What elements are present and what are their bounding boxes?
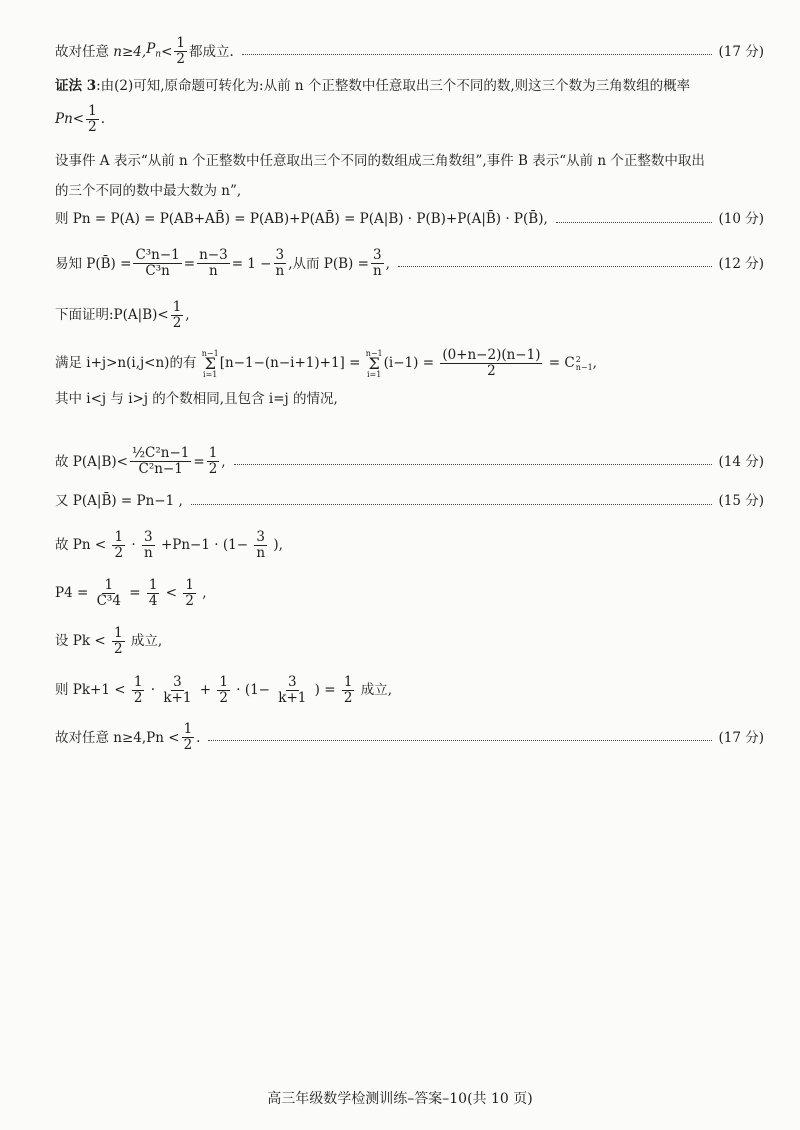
where-line: 其中 i<j 与 i>j 的个数相同,且包含 i=j 的情况, <box>55 391 338 407</box>
equation-15: 又 P(A|B̄) = Pn−1 , (15 分) <box>55 492 770 510</box>
fraction-half: $\frac{1}{2}$ <box>172 299 182 331</box>
pk-line: 设 Pk < $\frac{1}{2}$ 成立, <box>55 625 163 657</box>
page-footer: 高三年级数学检测训练–答案–10(共 10 页) <box>267 1091 533 1107</box>
dot-leader <box>208 740 712 741</box>
score-15: (15 分) <box>718 493 764 509</box>
equation-14: 故 P(A|B)< $\frac{\text{½C²n−1}}{\text{C²n−1}}$ = $\frac{1}{2}$ , (14 分) <box>55 446 770 477</box>
fraction-3-over-n: $\frac{3}{n}$ <box>143 529 153 561</box>
prove-line: 下面证明:P(A|B)< $\frac{1}{2}$ , <box>55 299 190 331</box>
equation-10 <box>55 210 770 228</box>
fraction-3-over-n: $\frac{3}{n}$ <box>275 247 285 279</box>
score-17: (17 分) <box>718 729 764 746</box>
dot-leader <box>242 54 713 55</box>
equation-12: 易知 P(B̄) = $\frac{\text{C³n−1}}{\text{C³n}}$ = $\frac{n-3}{n}$ = 1 − $\frac{3}{n}$ ,从而 P(B) = $\frac{3}{n}$ , (12 分) <box>55 248 770 279</box>
pk1-line: 则 Pk+1 < $\frac{1}{2}$ · $\frac{3}{k+1}$ + $\frac{1}{2}$ · (1− $\frac{3}{k+1}$ ) = $\frac{1}{2}$ 成立, <box>55 674 393 706</box>
dot-leader <box>398 266 713 267</box>
final-conclusion: 故对任意 n≥4,Pn < $\frac{1}{2}$ . (17 分) <box>55 722 770 753</box>
fraction-3-over-k1: $\frac{3}{k+1}$ <box>278 674 307 706</box>
fraction-quarter: $\frac{1}{4}$ <box>148 577 158 609</box>
fraction-3-over-n: $\frac{3}{n}$ <box>372 247 382 279</box>
satisfy-line: 满足 i+j>n(i,j<n)的有 n−1 Σ i=1 [n−1−(n−i+1)+1] = n−1 Σ i=1 (i−1) = $\frac{(0+n-2)(n-1)}{2}$ = C 2 n−1 , <box>55 347 597 379</box>
fraction-n-minus-3: $\frac{n-3}{n}$ <box>199 247 228 279</box>
fraction-half: $\frac{1}{2}$ <box>185 577 194 609</box>
fraction-one-over-c43: $\frac{1}{\text{C³4}}$ <box>96 577 121 609</box>
fraction-half: $\frac{1}{2}$ <box>208 445 218 477</box>
method-3-prob: Pn< $\frac{1}{2}$ . <box>55 103 105 135</box>
pn-inequality: 故 Pn < $\frac{1}{2}$ · $\frac{3}{n}$ +Pn−1 · (1− $\frac{3}{n}$ ), <box>55 529 283 561</box>
score-12: (12 分) <box>718 255 764 272</box>
method-label: 证法 3 <box>55 78 97 94</box>
definition-line-2: 的三个不同的数中最大数为 n”, <box>55 183 242 199</box>
fraction-half: $\frac{1}{2}$ <box>133 674 143 706</box>
text: 故对任意 <box>55 43 109 60</box>
fraction-combination: $\frac{\text{C³n−1}}{\text{C³n}}$ <box>135 247 180 279</box>
dot-leader <box>191 504 713 505</box>
fraction-half: $\frac{1}{2}$ <box>219 674 228 706</box>
text: 易知 P(B̄) = <box>55 255 132 272</box>
dot-leader <box>556 222 713 223</box>
fraction-sum: $\frac{(0+n-2)(n-1)}{2}$ <box>442 347 541 379</box>
score-14: (14 分) <box>718 453 764 470</box>
score-17: (17 分) <box>718 43 764 60</box>
text: 都成立. <box>188 43 234 60</box>
sum-symbol: n−1 Σ i=1 <box>365 348 383 379</box>
definition-line-1: 设事件 A 表示“从前 n 个正整数中任意取出三个不同的数组成三角数组”,事件 B 表示“从前 n 个正整数中取出 <box>55 153 705 169</box>
fraction-half: $\frac{1}{2}$ <box>343 674 353 706</box>
fraction-half: $\frac{1}{2}$ <box>183 721 193 753</box>
fraction-3-over-n: $\frac{3}{n}$ <box>256 529 266 561</box>
fraction-half: $\frac{1}{2}$ <box>88 103 97 135</box>
prob-label: Pn< <box>55 111 85 127</box>
fraction-half: $\frac{1}{2}$ <box>176 35 185 67</box>
text: n≥4, <box>113 43 147 60</box>
sum-symbol: n−1 Σ i=1 <box>201 348 219 379</box>
fraction-big: $\frac{\text{½C²n−1}}{\text{C²n−1}}$ <box>131 445 190 477</box>
method-text: :由(2)可知,原命题可转化为:从前 n 个正整数中任意取出三个不同的数,则这三个数为三角数组的概率 <box>96 78 691 94</box>
fraction-half: $\frac{1}{2}$ <box>113 625 123 657</box>
p4-line: P4 = $\frac{1}{\text{C³4}}$ = $\frac{1}{4}$ < $\frac{1}{2}$ , <box>55 577 207 609</box>
fraction-3-over-k1: $\frac{3}{k+1}$ <box>163 674 192 706</box>
equation-text: 则 Pn = P(A) = P(AB+AB̄) = P(AB)+P(AB̄) = P(A|B) · P(B)+P(A|B̄) · P(B̄), <box>55 211 548 227</box>
score-10: (10 分) <box>718 211 764 227</box>
method-3-line <box>55 77 770 95</box>
line-conclusion-1: 故对任意 n≥4, $P_n$ < $\frac{1}{2}$ 都成立. (17 分) <box>55 36 770 67</box>
dot-leader <box>234 464 713 465</box>
fraction-half: $\frac{1}{2}$ <box>114 529 124 561</box>
